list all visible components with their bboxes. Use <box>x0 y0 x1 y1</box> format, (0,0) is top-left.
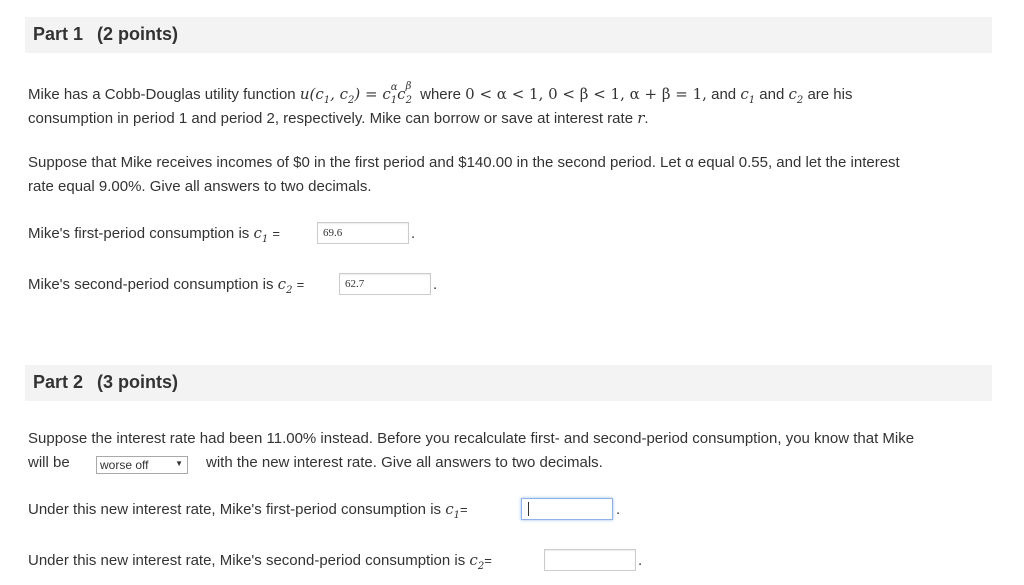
part1-c2-input[interactable]: 62.7 <box>339 273 431 295</box>
part2-c1-input[interactable] <box>521 498 613 520</box>
part1-label: Part 1 <box>33 24 84 44</box>
part2-title <box>33 372 178 393</box>
part1-para2-line2: rate equal 9.00%. Give all answers to two decimals. <box>28 178 372 195</box>
part2-header <box>25 365 992 401</box>
utility-formula: $u(c_1$, $c_2) = c$ $_{\alpha 1}$c $_{\beta 2}$ <box>299 81 412 106</box>
q2-period: . <box>433 276 438 293</box>
part2-para-line1: Suppose the interest rate had been 11.00% instead. Before you recalculate first- and second-period consumption, you know that Mike <box>28 430 915 447</box>
text-caret <box>528 502 529 516</box>
c2-symbol: $c_2$ <box>788 85 804 106</box>
intro-line2-text: consumption in period 1 and period 2, respectively. Mike can borrow or save at interest rate <box>28 110 634 127</box>
q1-period: . <box>411 225 416 242</box>
q2-var: $c_2$ <box>277 275 293 296</box>
part2-q1-prompt: Under this new interest rate, Mike's first-period consumption is $c_1=$ <box>28 500 468 521</box>
q2-prompt-text: Mike's second-period consumption is <box>28 276 274 293</box>
part2-para-line2-suffix: with the new interest rate. Give all answers to two decimals. <box>206 454 603 471</box>
p2-q2-prompt-text: Under this new interest rate, Mike's second-period consumption is <box>28 552 466 569</box>
p2-q2-period: . <box>638 552 643 569</box>
better-worse-dropdown[interactable] <box>96 456 188 474</box>
part1-q2-prompt: Mike's second-period consumption is $c_2$ = <box>28 275 305 296</box>
part2-label: Part 2 <box>33 372 84 392</box>
part1-para2-line1: Suppose that Mike receives incomes of $0 in the first period and $140.00 in the second period. Let α equal 0.55, and let the interest <box>28 154 900 171</box>
part2-q2-prompt: Under this new interest rate, Mike's second-period consumption is $c_2=$ <box>28 551 492 572</box>
intro-prefix: Mike has a Cobb-Douglas utility function <box>28 86 296 103</box>
part2-points: (3 points) <box>97 372 179 392</box>
p2-q1-period: . <box>616 501 621 518</box>
intro-and-2: and <box>759 86 785 103</box>
q1-var: $c_1$ <box>253 224 269 245</box>
p2-q1-var: $c_1$ <box>445 500 460 521</box>
rate-symbol: r <box>637 109 645 127</box>
dropdown-selected: worse off <box>100 458 149 472</box>
p2-q2-var: $c_2$ <box>469 551 485 572</box>
intro-and: and <box>711 86 737 103</box>
part1-c1-input[interactable]: 69.6 <box>317 222 409 244</box>
where-word: where <box>420 86 461 103</box>
constraints-formula: 0 < α < 1, 0 < β < 1, α + β = 1, <box>465 85 707 103</box>
part1-intro-line1 <box>28 81 853 106</box>
period: . <box>644 110 649 127</box>
part1-header <box>25 17 992 53</box>
part1-intro-line2 <box>28 109 649 127</box>
c1-symbol: $c_1$ <box>740 85 756 106</box>
part1-title <box>33 24 178 45</box>
part1-q1-prompt: Mike's first-period consumption is $c_1$ = <box>28 224 280 245</box>
part2-c2-input[interactable] <box>544 549 636 571</box>
intro-suffix: are his <box>807 86 853 103</box>
q1-prompt-text: Mike's first-period consumption is <box>28 225 250 242</box>
p2-q1-prompt-text: Under this new interest rate, Mike's first-period consumption is <box>28 501 442 518</box>
part2-para-line2-prefix: will be <box>28 454 70 471</box>
dropdown-arrow-icon: ▼ <box>175 459 183 468</box>
part1-points: (2 points) <box>97 24 179 44</box>
